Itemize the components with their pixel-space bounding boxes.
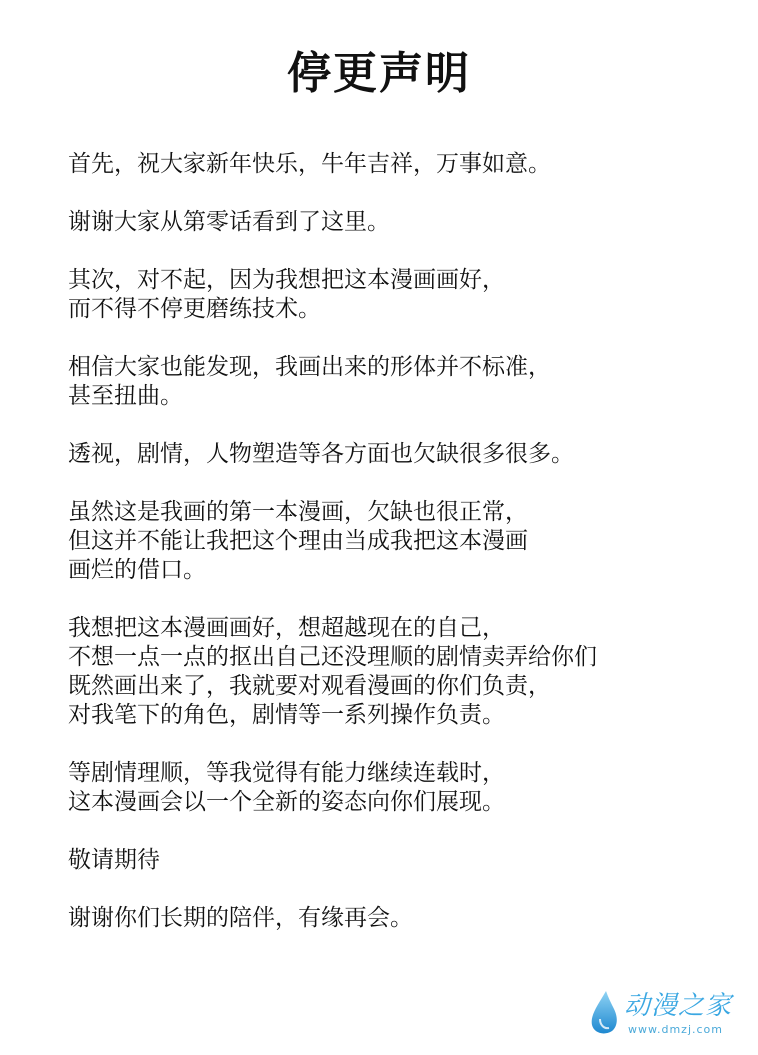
text-line: 虽然这是我画的第一本漫画，欠缺也很正常， bbox=[68, 499, 528, 525]
text-line: 相信大家也能发现，我画出来的形体并不标准， bbox=[68, 354, 551, 380]
page-title: 停更声明 bbox=[287, 48, 471, 99]
text-line: 谢谢大家从第零话看到了这里。 bbox=[68, 209, 390, 235]
text-line: 其次，对不起，因为我想把这本漫画画好， bbox=[68, 267, 505, 293]
text-line: 既然画出来了，我就要对观看漫画的你们负责， bbox=[68, 673, 551, 699]
text-line: 谢谢你们长期的陪伴，有缘再会。 bbox=[68, 905, 413, 931]
text-line: 这本漫画会以一个全新的姿态向你们展现。 bbox=[68, 789, 505, 815]
text-line: 但这并不能让我把这个理由当成我把这本漫画 bbox=[68, 528, 528, 554]
paragraph bbox=[68, 498, 754, 585]
text-line: 敬请期待 bbox=[68, 847, 160, 873]
text-line: 不想一点一点的抠出自己还没理顺的剧情卖弄给你们 bbox=[68, 644, 597, 670]
paragraph bbox=[68, 353, 754, 411]
paragraph bbox=[68, 846, 754, 875]
text-line: 首先，祝大家新年快乐，牛年吉祥，万事如意。 bbox=[68, 151, 551, 177]
text-line: 等剧情理顺，等我觉得有能力继续连载时， bbox=[68, 760, 505, 786]
text-line: 透视，剧情，人物塑造等各方面也欠缺很多很多。 bbox=[68, 441, 574, 467]
text-line: 对我笔下的角色，剧情等一系列操作负责。 bbox=[68, 702, 505, 728]
site-watermark bbox=[588, 987, 748, 1043]
paragraph bbox=[68, 440, 754, 469]
text-line: 画烂的借口。 bbox=[68, 557, 206, 583]
text-line: 而不得不停更磨练技术。 bbox=[68, 296, 321, 322]
paragraph bbox=[68, 266, 754, 324]
paragraph bbox=[68, 759, 754, 817]
paragraph bbox=[68, 208, 754, 237]
text-line: 甚至扭曲。 bbox=[68, 383, 183, 409]
paragraph bbox=[68, 904, 754, 933]
paragraph bbox=[68, 614, 754, 730]
watermark-name: 动漫之家 bbox=[624, 991, 733, 1021]
notice-body bbox=[68, 150, 754, 962]
watermark-url: www.dmzj.com bbox=[628, 1023, 723, 1036]
paragraph bbox=[68, 150, 754, 179]
text-line: 我想把这本漫画画好，想超越现在的自己， bbox=[68, 615, 505, 641]
water-drop-icon bbox=[588, 989, 620, 1037]
